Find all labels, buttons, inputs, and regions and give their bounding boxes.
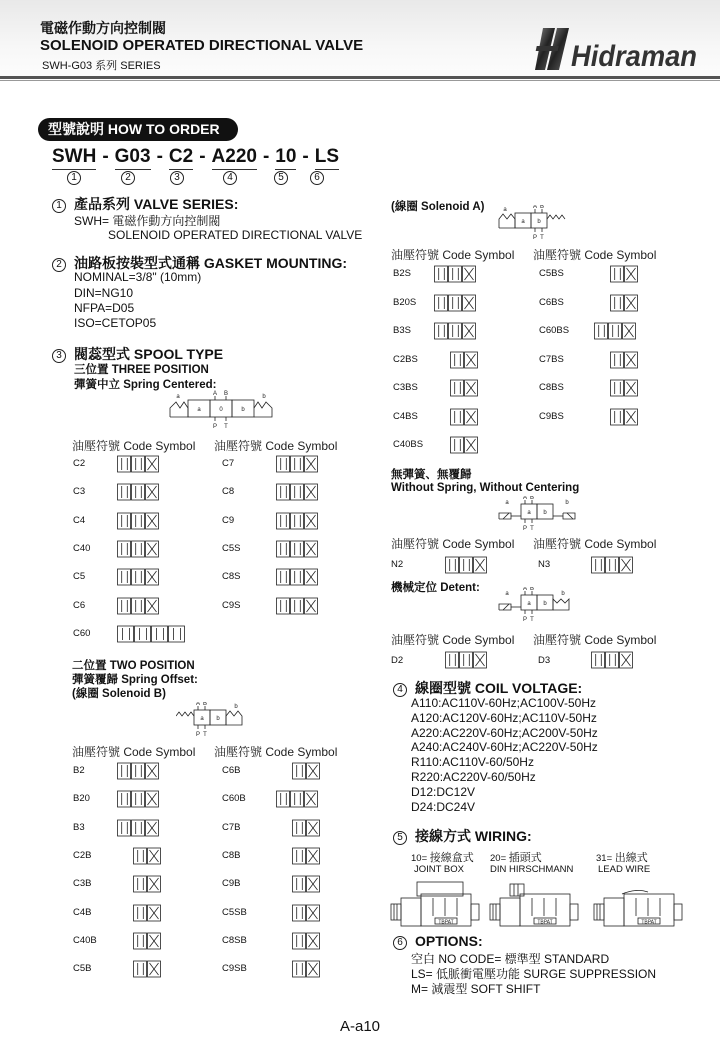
code-symbol	[133, 875, 161, 893]
diagram-port-B: B	[539, 205, 545, 210]
detent-label: 機械定位 Detent:	[391, 582, 480, 594]
diagram-port-T: T	[540, 235, 544, 241]
code-symbol	[610, 379, 638, 397]
order-code	[52, 146, 339, 170]
diagram-label-b: b	[234, 704, 238, 710]
code-label: C8SB	[222, 934, 247, 946]
code-label: C40	[73, 542, 91, 554]
code-label: C8	[222, 486, 235, 498]
code-symbol	[133, 847, 161, 865]
section-number: 1	[52, 199, 66, 213]
diagram-port-P: P	[522, 617, 528, 623]
no-spring-zh-label: 無彈簧、無覆歸	[391, 469, 472, 481]
code-symbol-header: 油壓符號 Code Symbol	[214, 745, 338, 759]
code-label: C60B	[222, 793, 246, 805]
code-label: B20	[73, 793, 90, 805]
code-symbol	[292, 960, 320, 978]
diagram-port-B: B	[529, 496, 535, 501]
diagram-port-T: T	[530, 617, 534, 623]
code-symbol-header: 油壓符號 Code Symbol	[533, 537, 657, 551]
gasket-line: DIN=NG10	[74, 286, 134, 300]
coil-voltage-line: R110:AC110V-60/50Hz	[411, 755, 534, 770]
code-number-6: 6	[310, 171, 324, 185]
wiring-lead-wire-en: LEAD WIRE	[598, 864, 651, 875]
code-symbol	[117, 568, 159, 586]
code-symbol	[117, 512, 159, 530]
code-symbol	[292, 904, 320, 922]
no-spring-en-label: Without Spring, Without Centering	[391, 482, 580, 494]
section-title: OPTIONS:	[415, 933, 483, 949]
code-label-d2: D2	[391, 655, 404, 666]
code-separator: -	[156, 146, 163, 167]
coil-voltage-line: A220:AC220V-60Hz;AC200V-50Hz	[411, 725, 598, 740]
gasket-line: ISO=CETOP05	[74, 316, 157, 330]
solenoid-a-valve-diagram	[497, 205, 569, 241]
coil-voltage-line: A110:AC110V-60Hz;AC100V-50Hz	[411, 696, 596, 710]
code-label: C3BS	[393, 382, 418, 393]
two-position-label: 二位置 TWO POSITION	[72, 660, 195, 672]
hidraman-logo	[535, 26, 700, 72]
title-zh: 電磁作動方向控制閥	[40, 20, 166, 36]
code-symbol	[610, 408, 638, 426]
code-label: C4BS	[393, 410, 418, 422]
diagram-port-A: A	[522, 587, 528, 592]
code-label: C2B	[73, 849, 92, 861]
code-symbol	[292, 875, 320, 893]
diagram-port-T: T	[530, 526, 534, 532]
how-to-order-label: 型號說明 HOW TO ORDER	[38, 118, 238, 141]
section-number: 6	[393, 936, 407, 950]
code-symbol	[450, 379, 478, 397]
svg-text:Hidraman: Hidraman	[571, 40, 697, 72]
spring-offset-label: 彈簧覆歸 Spring Offset:	[72, 674, 198, 686]
header-rule-thin	[0, 80, 720, 81]
diagram-label-b: b	[216, 716, 220, 722]
code-symbol	[292, 847, 320, 865]
wiring-heading	[393, 826, 532, 846]
code-symbol-header: 油壓符號 Code Symbol	[391, 537, 515, 551]
code-number-1: 1	[67, 171, 81, 185]
lead-wire-coil-drawing	[592, 880, 688, 928]
code-label: C60BS	[539, 325, 570, 336]
header-rule	[0, 76, 720, 79]
diagram-label-b: b	[543, 601, 547, 607]
code-separator: -	[102, 146, 109, 167]
code-number-5: 5	[274, 171, 288, 185]
din-hirschmann-coil-drawing	[488, 880, 584, 928]
diagram-port-B: B	[223, 391, 229, 397]
code-symbol-header: 油壓符號 Code Symbol	[391, 633, 515, 647]
title-en: SOLENOID OPERATED DIRECTIONAL VALVE	[40, 37, 364, 54]
code-symbol	[117, 762, 159, 780]
diagram-label-a: a	[197, 407, 201, 413]
code-symbol	[117, 819, 159, 837]
wiring-zh: 接線盒式	[429, 852, 474, 864]
diagram-port-B: B	[529, 587, 535, 592]
code-label: C9BS	[539, 410, 564, 422]
option-line: LS= 低脈衝電壓功能 SURGE SUPPRESSION	[411, 967, 657, 981]
code-symbol-d2	[445, 651, 487, 669]
coil-voltage-line: A240:AC240V-60Hz;AC220V-50Hz	[411, 740, 598, 755]
code-label: B3S	[393, 325, 411, 336]
code-label: C8BS	[539, 382, 564, 393]
diagram-label-b: b	[262, 394, 266, 400]
code-symbol	[292, 762, 320, 780]
diagram-port-T: T	[203, 732, 207, 738]
code-number-4: 4	[223, 171, 237, 185]
diagram-label-a: a	[521, 219, 525, 225]
code-symbol	[117, 540, 159, 558]
code-symbol	[133, 904, 161, 922]
diagram-label-a: a	[505, 500, 509, 506]
diagram-port-A: A	[532, 205, 538, 210]
coil-voltage-heading	[393, 678, 582, 698]
code-symbol-header: 油壓符號 Code Symbol	[214, 439, 338, 453]
diagram-port-P: P	[195, 732, 201, 738]
diagram-port-P: P	[212, 424, 218, 430]
code-symbol	[133, 932, 161, 950]
code-symbol	[276, 483, 318, 501]
valve-series-heading	[52, 194, 238, 214]
code-part-3: C2	[169, 146, 193, 170]
diagram-port-P: P	[522, 526, 528, 532]
code-part-4: A220	[212, 146, 257, 170]
code-label: C3	[73, 486, 86, 498]
code-label: B3	[73, 821, 85, 833]
diagram-label-b: b	[241, 407, 245, 413]
diagram-label-a: a	[176, 394, 180, 400]
solenoid-b-label: (線圈 Solenoid B)	[72, 688, 166, 700]
code-label: C5SB	[222, 906, 247, 918]
code-part-2: G03	[115, 146, 151, 170]
diagram-label-a: a	[200, 716, 204, 722]
code-symbol-n3	[591, 556, 633, 574]
code-label: C5S	[222, 542, 241, 554]
diagram-label-a: a	[527, 601, 531, 607]
code-label: C60	[73, 627, 91, 639]
code-label-d3: D3	[538, 655, 551, 666]
code-symbol	[117, 597, 159, 615]
diagram-port-A: A	[522, 496, 528, 501]
code-symbol-header: 油壓符號 Code Symbol	[72, 439, 196, 453]
code-separator: -	[302, 146, 309, 167]
tbpat-plate: TBPAT	[537, 919, 553, 926]
diagram-label-b: b	[565, 500, 569, 506]
code-label: C5	[73, 571, 86, 583]
code-number-2: 2	[121, 171, 135, 185]
diagram-label-a: a	[503, 207, 507, 213]
option-line: M= 減震型 SOFT SHIFT	[411, 982, 541, 996]
wiring-code: 31=	[596, 853, 613, 864]
code-symbol	[610, 294, 638, 312]
valve-series-line2: SOLENOID OPERATED DIRECTIONAL VALVE	[108, 228, 363, 242]
code-symbol	[117, 483, 159, 501]
solenoid-a-label: (線圈 Solenoid A)	[391, 201, 485, 213]
code-symbol	[594, 322, 636, 340]
code-symbol	[292, 932, 320, 950]
code-symbol-d3	[591, 651, 633, 669]
code-label: C9S	[222, 599, 241, 611]
joint-box-coil-drawing	[389, 880, 485, 928]
series-label: SWH-G03 系列 SERIES	[42, 60, 161, 72]
code-part-5: 10	[275, 146, 296, 170]
code-label: C8S	[222, 571, 241, 583]
code-separator: -	[199, 146, 206, 167]
wiring-zh: 插頭式	[508, 852, 542, 864]
diagram-label-b: b	[537, 219, 541, 225]
option-line: 空白 NO CODE= 標準型 STANDARD	[411, 952, 610, 966]
code-label: C9B	[222, 878, 241, 890]
solenoid-b-valve-diagram	[176, 702, 248, 738]
section-number: 3	[52, 349, 66, 363]
code-symbol	[610, 265, 638, 283]
detent-valve-diagram	[497, 587, 579, 623]
code-label: C4	[73, 514, 86, 526]
code-number-3: 3	[170, 171, 184, 185]
wiring-zh: 出線式	[614, 852, 648, 864]
code-label: C5B	[73, 963, 92, 975]
diagram-label-0: 0	[219, 407, 223, 413]
gasket-line: NOMINAL=3/8" (10mm)	[74, 270, 202, 284]
tbpat-plate: TBPAT	[641, 919, 657, 926]
diagram-label-a: a	[505, 591, 509, 597]
diagram-port-T: T	[224, 424, 228, 430]
code-symbol-header: 油壓符號 Code Symbol	[533, 633, 657, 647]
three-position-label: 三位置 THREE POSITION	[74, 364, 209, 376]
code-label: C5BS	[539, 268, 564, 279]
code-label: C6BS	[539, 296, 564, 308]
code-part-6: LS	[315, 146, 339, 170]
code-symbol	[276, 597, 318, 615]
code-label: B2S	[393, 268, 411, 279]
tbpat-plate: TBPAT	[438, 919, 454, 926]
wiring-din-en: DIN HIRSCHMANN	[490, 864, 574, 875]
code-symbol	[434, 322, 476, 340]
coil-voltage-line: D12:DC12V	[411, 784, 476, 799]
wiring-code: 20=	[490, 853, 507, 864]
section-title: 接線方式 WIRING:	[415, 828, 532, 844]
wiring-lead-wire-code	[596, 849, 648, 865]
code-label: C6B	[222, 765, 241, 776]
diagram-port-A: A	[195, 702, 201, 707]
coil-voltage-line: R220:AC220V-60/50Hz	[411, 770, 536, 784]
code-label: B2	[73, 765, 85, 776]
code-symbol	[450, 408, 478, 426]
code-label: C9SB	[222, 963, 247, 975]
code-label: C40BS	[393, 439, 424, 450]
code-label: C8B	[222, 849, 241, 861]
options-heading	[393, 933, 483, 950]
wiring-din-code	[490, 849, 542, 865]
code-symbol-header: 油壓符號 Code Symbol	[533, 248, 657, 262]
wiring-code: 10=	[411, 853, 428, 864]
code-label: C2	[73, 458, 86, 469]
page-number: A-a10	[339, 1018, 381, 1035]
code-symbol	[434, 265, 476, 283]
code-label: C2BS	[393, 353, 418, 365]
code-symbol	[276, 512, 318, 530]
code-symbol-header: 油壓符號 Code Symbol	[72, 745, 196, 759]
code-symbol	[610, 351, 638, 369]
coil-voltage-line: A120:AC120V-60Hz;AC110V-50Hz	[411, 710, 597, 725]
code-symbol	[276, 540, 318, 558]
code-label: C3B	[73, 878, 92, 890]
wiring-joint-box-en: JOINT BOX	[414, 864, 464, 875]
code-symbol	[450, 351, 478, 369]
diagram-port-B: B	[202, 702, 208, 707]
diagram-label-a: a	[527, 510, 531, 516]
code-symbol	[117, 790, 159, 808]
code-label: C7	[222, 458, 235, 469]
code-symbol-n2	[445, 556, 487, 574]
code-symbol	[117, 455, 159, 473]
valve-series-line1: SWH= 電磁作動方向控制閥	[74, 214, 221, 228]
diagram-port-A: A	[212, 391, 218, 397]
section-title: 閥蕊型式 SPOOL TYPE	[74, 346, 224, 362]
section-number: 4	[393, 683, 407, 697]
no-spring-valve-diagram	[497, 496, 579, 532]
section-number: 5	[393, 831, 407, 845]
code-symbol	[434, 294, 476, 312]
coil-voltage-line: D24:DC24V	[411, 799, 476, 814]
code-symbol	[276, 455, 318, 473]
section-title: 油路板按裝型式通稱 GASKET MOUNTING:	[74, 255, 347, 271]
code-label: B20S	[393, 296, 417, 308]
section-title: 線圈型號 COIL VOLTAGE:	[415, 680, 583, 696]
spring-centered-label: 彈簧中立 Spring Centered:	[74, 379, 217, 391]
code-label: C7B	[222, 821, 241, 833]
section-number: 2	[52, 258, 66, 272]
code-symbol-header: 油壓符號 Code Symbol	[391, 248, 515, 262]
code-label: C40B	[73, 934, 97, 946]
code-part-1: SWH	[52, 146, 96, 170]
code-label: C6	[73, 599, 86, 611]
section-title: 產品系列 VALVE SERIES:	[74, 196, 239, 212]
code-label: C7BS	[539, 353, 564, 365]
code-symbol	[450, 436, 478, 454]
code-label-n3: N3	[538, 559, 551, 570]
code-symbol	[133, 960, 161, 978]
diagram-port-P: P	[532, 235, 538, 241]
gasket-line: NFPA=D05	[74, 301, 135, 315]
code-symbol	[292, 819, 320, 837]
code-label: C9	[222, 514, 235, 526]
code-symbol	[276, 568, 318, 586]
code-separator: -	[262, 146, 270, 167]
code-label-n2: N2	[391, 559, 404, 570]
wiring-joint-box-code	[411, 849, 474, 865]
diagram-label-b: b	[561, 591, 565, 597]
code-symbol	[117, 625, 185, 643]
code-symbol	[276, 790, 318, 808]
code-label: C4B	[73, 906, 92, 918]
three-position-valve-diagram	[168, 390, 274, 430]
diagram-label-b: b	[543, 510, 547, 516]
